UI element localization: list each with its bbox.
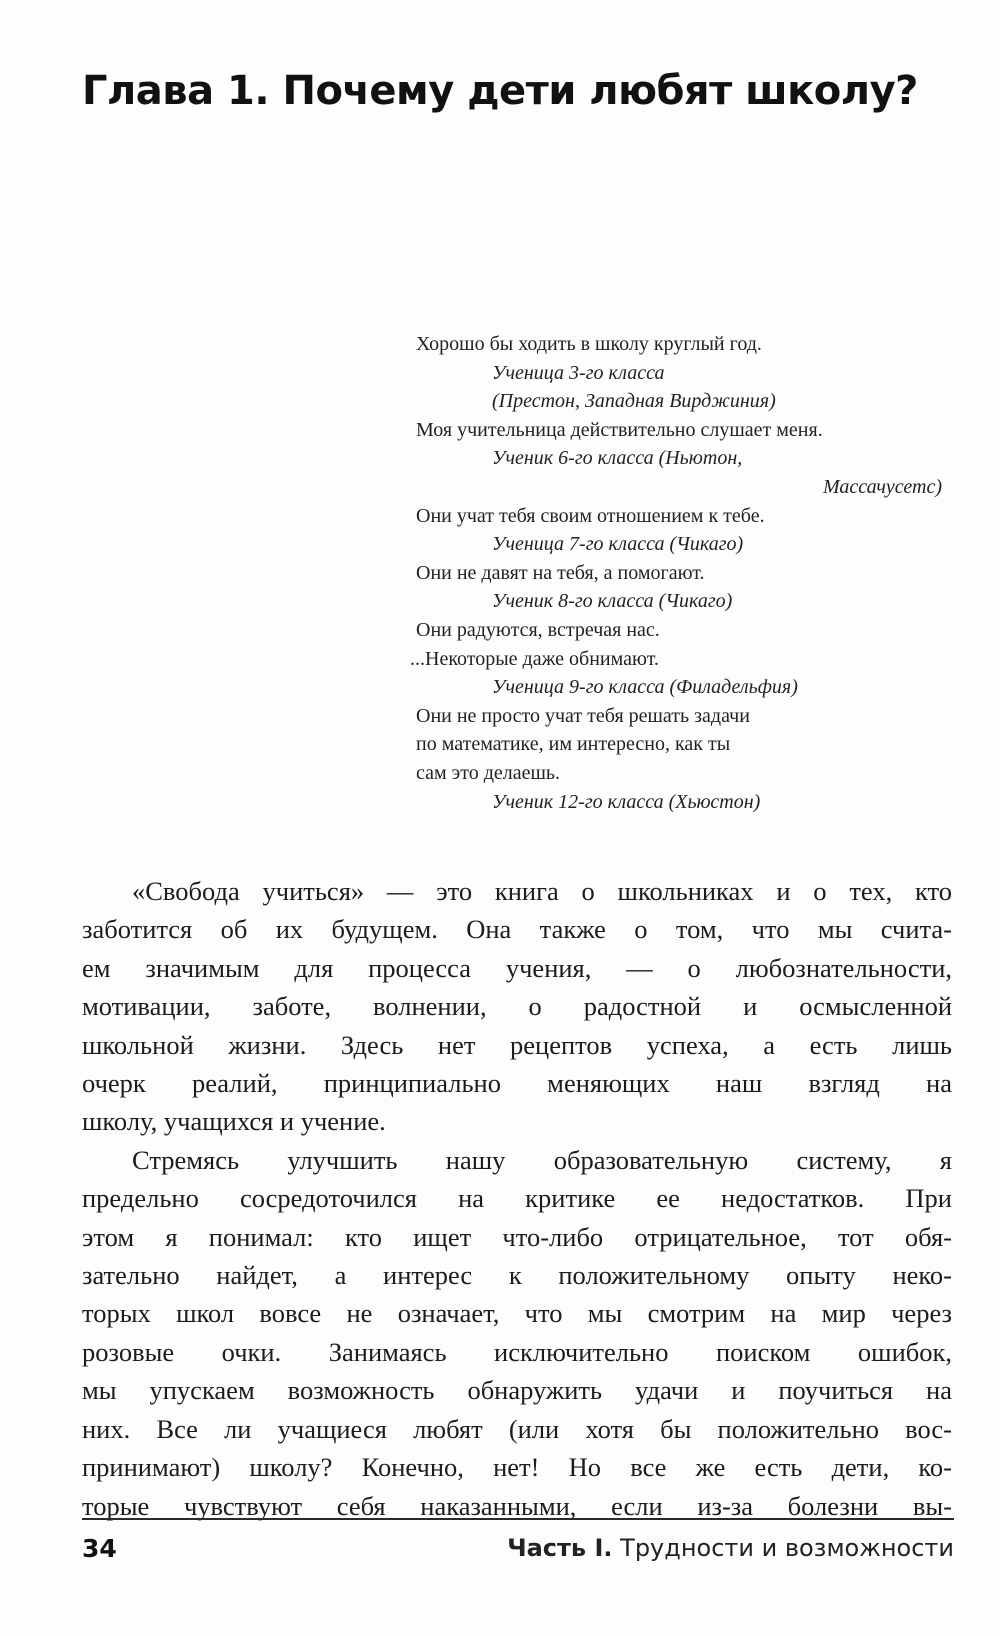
paragraph-2 [82, 1141, 952, 1525]
text-line: заботится об их будущем. Она также о том, что мы счита- [82, 914, 952, 945]
epigraph-attribution: Ученик 12-го класса (Хьюстон) [492, 790, 761, 813]
text-line: этом я понимал: кто ищет что-либо отрицательное, тот обя- [82, 1221, 952, 1252]
epigraph-quote: Они не давят на тебя, а помогают. [416, 561, 705, 584]
text-line: них. Все ли учащиеся любят (или хотя бы положительно вос- [82, 1413, 952, 1444]
running-head [507, 1534, 954, 1562]
text-line: ем значимым для процесса учения, — о любознательности, [82, 952, 952, 983]
epigraph-attribution: (Престон, Западная Вирджиния) [492, 390, 776, 413]
epigraph-attribution: Ученица 3-го класса [492, 361, 665, 384]
epigraph-attribution: Массачусетс) [823, 475, 942, 498]
part-label: Часть I. [507, 1534, 613, 1562]
text-line: школьной жизни. Здесь нет рецептов успеха, а есть лишь [82, 1029, 952, 1060]
footer-rule [82, 1518, 954, 1520]
text-line: предельно сосредоточился на критике ее недостатков. При [82, 1183, 952, 1214]
part-title: Трудности и возможности [620, 1534, 954, 1562]
page-number: 34 [82, 1534, 117, 1563]
epigraph-attribution: Ученица 7-го класса (Чикаго) [492, 533, 744, 556]
text-line: принимают) школу? Конечно, нет! Но все же есть дети, ко- [82, 1452, 952, 1483]
epigraph-quote: Они не просто учат тебя решать задачи [416, 704, 750, 727]
text-line: мы упускаем возможность обнаружить удачи и поучиться на [82, 1375, 952, 1406]
epigraph-quote: Они учат тебя своим отношением к тебе. [416, 504, 765, 527]
epigraph-quote: Моя учительница действительно слушает меня. [416, 418, 823, 441]
epigraph-attribution: Ученик 8-го класса (Чикаго) [492, 590, 733, 613]
text-line: мотивации, заботе, волнении, о радостной и осмысленной [82, 991, 952, 1022]
text-line: торые чувствуют себя наказанными, если из-за болезни вы- [82, 1490, 952, 1521]
text-line: школу, учащихся и учение. [82, 1106, 386, 1137]
text-line: торых школ вовсе не означает, что мы смотрим на мир через [82, 1298, 952, 1329]
epigraph-quote: Они радуются, встречая нас. [416, 618, 660, 641]
text-line: Стремясь улучшить нашу образовательную систему, я [132, 1144, 952, 1175]
epigraph-attribution: Ученик 6-го класса (Ньютон, [492, 447, 743, 470]
text-line: зательно найдет, а интерес к положительному опыту неко- [82, 1260, 952, 1291]
body-text [82, 872, 952, 1525]
paragraph-1 [82, 872, 952, 1141]
epigraph-quote: по математике, им интересно, как ты [416, 733, 731, 756]
epigraph-quote: сам это делаешь. [416, 761, 561, 784]
text-line: «Свобода учиться» — это книга о школьниках и о тех, кто [132, 876, 952, 906]
epigraph [410, 330, 956, 816]
text-line: очерк реалий, принципиально меняющих наш взгляд на [82, 1068, 952, 1099]
text-line: розовые очки. Занимаясь исключительно поиском ошибок, [82, 1336, 952, 1367]
epigraph-quote: ...Некоторые даже обнимают. [410, 647, 659, 670]
epigraph-quote: Хорошо бы ходить в школу круглый год. [416, 333, 762, 355]
chapter-title: Глава 1. Почему дети любят школу? [82, 68, 918, 114]
epigraph-attribution: Ученица 9-го класса (Филадельфия) [492, 676, 798, 699]
